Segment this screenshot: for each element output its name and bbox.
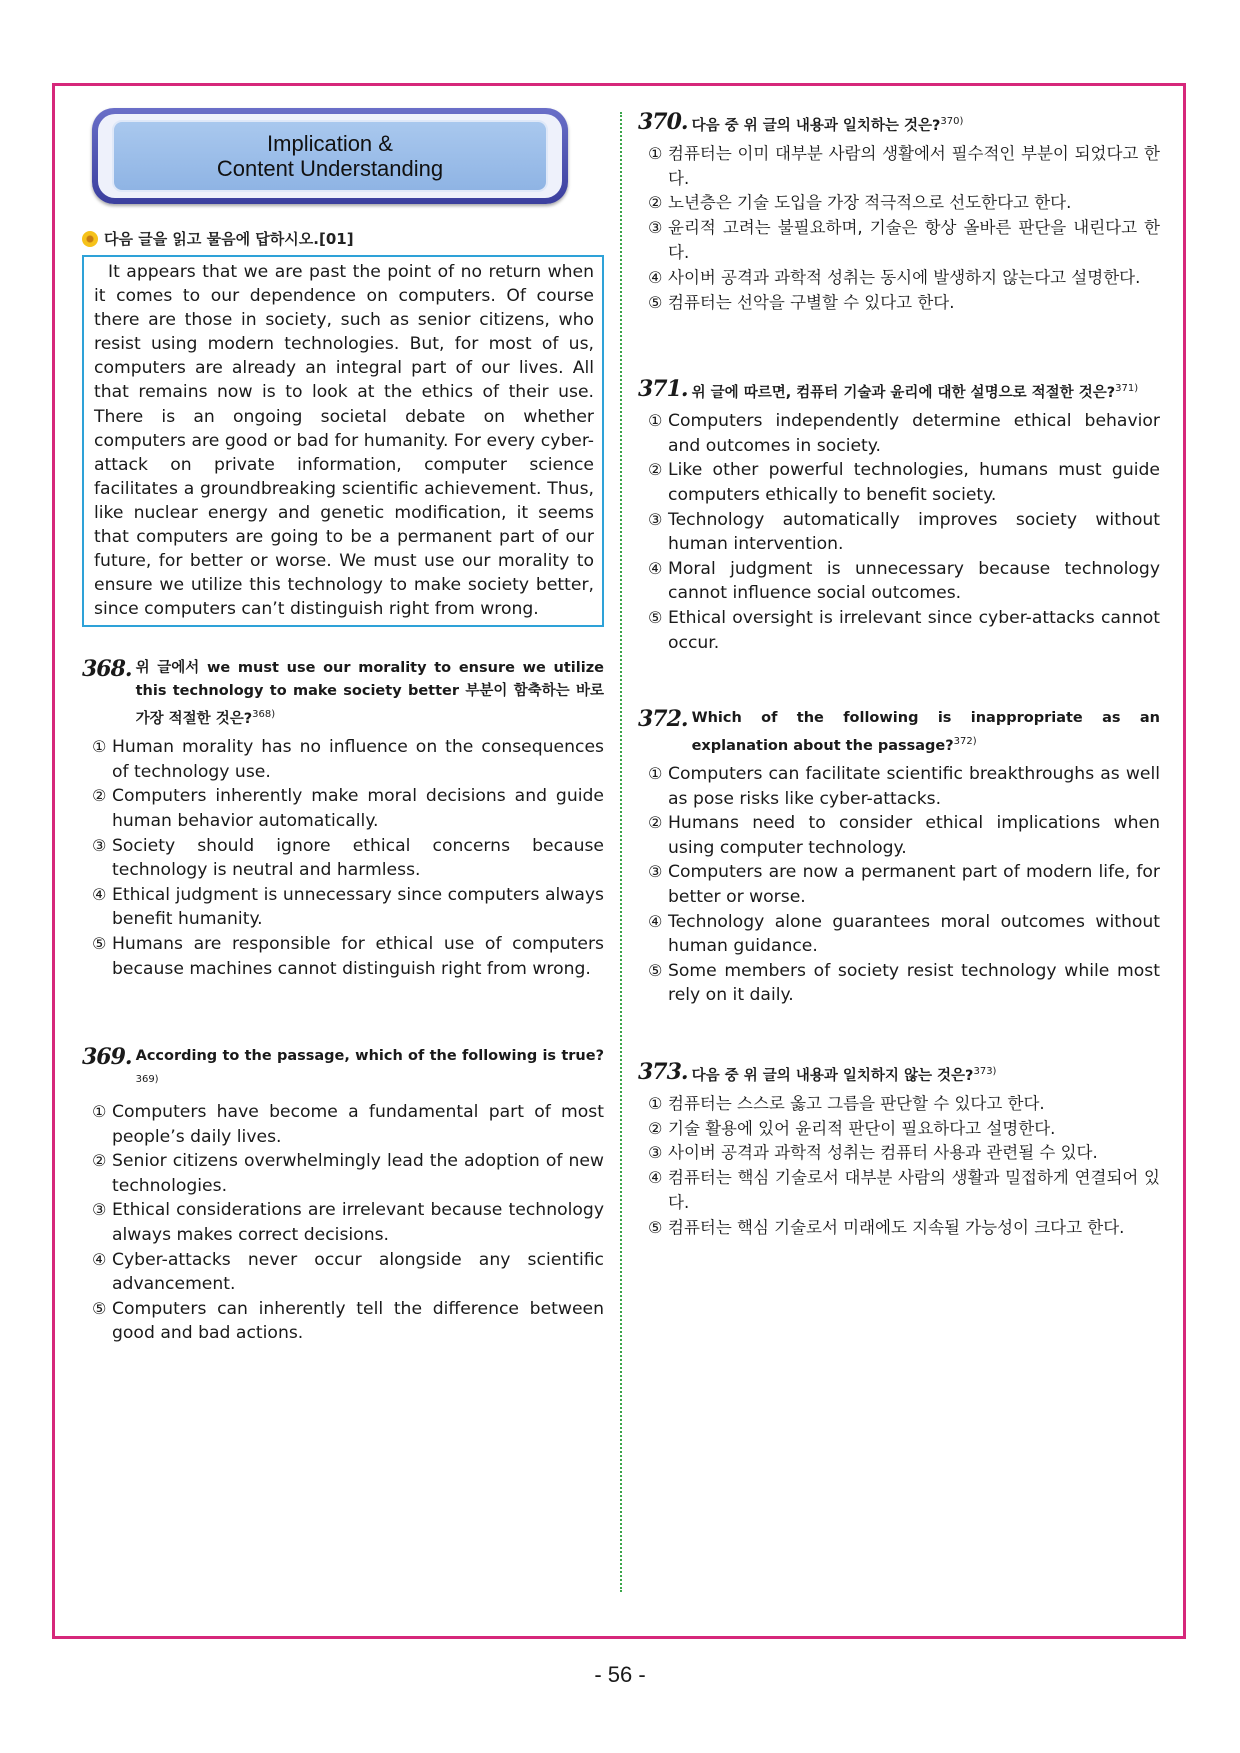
question-371 — [638, 377, 1160, 655]
option-text: Computers can facilitate scientific breakthroughs as well as pose risks like cyber-attacks. — [668, 764, 1160, 809]
answer-option-2 — [638, 1117, 1160, 1142]
answer-option-2 — [638, 191, 1160, 216]
answer-option-5 — [638, 291, 1160, 316]
reading-passage — [82, 255, 604, 627]
option-text: Ethical oversight is irrelevant since cyber-attacks cannot occur. — [668, 607, 1160, 653]
answer-option-1 — [638, 762, 1160, 811]
option-text: 노년층은 기술 도입을 가장 적극적으로 선도한다고 한다. — [668, 193, 1072, 213]
option-number: ③ — [648, 218, 663, 238]
answer-option-3 — [638, 216, 1160, 266]
option-number: ② — [648, 460, 663, 480]
option-text: 기술 활용에 있어 윤리적 판단이 필요하다고 설명한다. — [668, 1118, 1056, 1138]
question-stem: 위 글에서 we must use our morality to ensure we utilize this technology to make society better 부분이 함축하는 바로 가장 적절한 것은?$^{368)}$ — [135, 660, 604, 728]
option-number: ④ — [92, 1249, 107, 1269]
answer-option-3 — [82, 1198, 604, 1247]
answer-option-2 — [82, 1149, 604, 1198]
option-text: Humans are responsible for ethical use of computers because machines cannot distinguish right from wrong. — [112, 933, 604, 979]
option-number: ④ — [648, 558, 663, 578]
option-text: Some members of society resist technology while most rely on it daily. — [668, 960, 1160, 1006]
option-number: ③ — [92, 835, 107, 855]
section-title-line1: Implication & — [267, 131, 393, 156]
option-text: Senior citizens overwhelmingly lead the adoption of new technologies. — [112, 1151, 604, 1196]
option-text: Cyber-attacks never occur alongside any scientific advancement. — [112, 1249, 604, 1295]
answer-option-4 — [638, 266, 1160, 291]
question-373 — [638, 1060, 1160, 1241]
option-text: 컴퓨터는 이미 대부분 사람의 생활에서 필수적인 부분이 되었다고 한다. — [668, 143, 1160, 188]
question-stem: 위 글에 따르면, 컴퓨터 기술과 윤리에 대한 설명으로 적절한 것은?$^{371)}$ — [691, 383, 1139, 402]
footnote-marker: 372) — [953, 736, 977, 748]
option-number: ⑤ — [648, 1217, 663, 1237]
option-text: Ethical judgment is unnecessary since computers always benefit humanity. — [112, 884, 604, 930]
question-370 — [638, 110, 1160, 315]
option-number: ① — [92, 737, 107, 757]
answer-option-2 — [638, 811, 1160, 860]
answer-options — [638, 1092, 1160, 1241]
option-text: Computers have become a fundamental part of most people’s daily lives. — [112, 1102, 604, 1147]
option-text: Society should ignore ethical concerns because technology is neutral and harmless. — [112, 835, 604, 881]
question-number: 369. — [82, 1044, 132, 1071]
option-number: ① — [92, 1102, 107, 1121]
instruction — [82, 228, 604, 249]
answer-option-4 — [82, 883, 604, 932]
answer-option-4 — [638, 557, 1160, 606]
answer-option-5 — [638, 606, 1160, 655]
option-number: ① — [648, 764, 663, 783]
option-text: Computers are now a permanent part of modern life, for better or worse. — [668, 862, 1160, 907]
option-text: 윤리적 고려는 불필요하며, 기술은 항상 올바른 판단을 내린다고 한다. — [668, 218, 1160, 263]
answer-option-3 — [638, 1141, 1160, 1166]
option-text: Moral judgment is unnecessary because technology cannot influence social outcomes. — [668, 558, 1160, 604]
option-number: ① — [648, 1093, 663, 1113]
answer-option-5 — [638, 1216, 1160, 1241]
answer-option-5 — [82, 932, 604, 981]
option-number: ⑤ — [648, 607, 663, 627]
question-368 — [82, 657, 604, 981]
option-text: Technology automatically improves society without human intervention. — [668, 509, 1160, 555]
option-number: ③ — [648, 862, 663, 882]
passage-text: It appears that we are past the point of no return when it comes to our dependence on computers. Of course there are those in society, such as senior citizens, who resist using modern technologies. But, for most of us, computers are already an integral part of our lives. All that remains now is to look at the ethics of their use. There is an ongoing societal debate on whether computers are good or bad for humanity. For every cyber-attack on private information, computer science facilitates a groundbreaking scientific achievement. Thus, like nuclear energy and genetic modification, it seems that computers are going to be a permanent part of our future, for better or worse. We must use our morality to ensure we utilize this technology to make society better, since computers can’t distinguish right from wrong. — [94, 262, 594, 620]
option-number: ④ — [648, 1168, 663, 1188]
answer-option-1 — [638, 1092, 1160, 1117]
question-stem: 다음 중 위 글의 내용과 일치하지 않는 것은?$^{373)}$ — [691, 1065, 997, 1084]
answer-option-5 — [638, 959, 1160, 1008]
option-text: Computers can inherently tell the difference between good and bad actions. — [112, 1298, 604, 1344]
answer-option-4 — [638, 1166, 1160, 1216]
question-369 — [82, 1045, 604, 1346]
section-title — [112, 120, 548, 192]
answer-option-1 — [82, 735, 604, 784]
question-number: 370. — [638, 109, 688, 135]
option-text: 컴퓨터는 선악을 구별할 수 있다고 한다. — [668, 292, 955, 312]
option-number: ③ — [92, 1200, 107, 1220]
question-number: 372. — [638, 706, 688, 733]
answer-options — [638, 142, 1160, 316]
section-title-banner — [92, 108, 568, 204]
option-number: ② — [648, 813, 663, 833]
option-text: Human morality has no influence on the consequences of technology use. — [112, 737, 604, 782]
answer-option-4 — [638, 910, 1160, 959]
answer-option-3 — [638, 508, 1160, 557]
answer-option-5 — [82, 1297, 604, 1346]
answer-options — [82, 1100, 604, 1346]
option-text: 컴퓨터는 스스로 옳고 그름을 판단할 수 있다고 한다. — [668, 1093, 1045, 1113]
option-number: ① — [648, 143, 663, 163]
option-text: Computers independently determine ethical behavior and outcomes in society. — [668, 411, 1160, 456]
answer-options — [638, 762, 1160, 1008]
option-number: ① — [648, 411, 663, 431]
footnote-marker: 371) — [1115, 383, 1139, 395]
option-text: Computers inherently make moral decisions and guide human behavior automatically. — [112, 786, 604, 832]
answer-option-3 — [638, 860, 1160, 909]
option-number: ② — [92, 1151, 107, 1171]
question-stem: According to the passage, which of the following is true?$^{369)}$ — [135, 1048, 604, 1086]
footnote-marker: 368) — [252, 709, 276, 721]
question-number: 373. — [638, 1058, 688, 1085]
option-text: 사이버 공격과 과학적 성취는 동시에 발생하지 않는다고 설명한다. — [668, 267, 1141, 287]
option-number: ③ — [648, 509, 663, 529]
right-column — [638, 110, 1160, 1241]
option-number: ② — [648, 193, 663, 213]
flower-icon — [82, 231, 98, 247]
option-number: ③ — [648, 1143, 663, 1163]
footnote-marker: 373) — [973, 1065, 997, 1077]
footnote-marker: 370) — [940, 116, 964, 127]
option-number: ② — [648, 1118, 663, 1138]
answer-option-1 — [638, 409, 1160, 458]
option-number: ④ — [92, 884, 107, 904]
option-text: Technology alone guarantees moral outcomes without human guidance. — [668, 911, 1160, 957]
option-text: Ethical considerations are irrelevant because technology always makes correct decisions. — [112, 1200, 604, 1245]
question-372 — [638, 707, 1160, 1008]
instruction-text: 다음 글을 읽고 물음에 답하시오.[01] — [104, 230, 354, 248]
option-number: ④ — [648, 267, 663, 287]
column-divider — [620, 112, 622, 1592]
option-number: ⑤ — [648, 292, 663, 312]
left-column — [82, 108, 604, 1346]
answer-option-2 — [638, 458, 1160, 507]
answer-option-3 — [82, 834, 604, 883]
page-number: - 56 - — [594, 1662, 646, 1687]
question-number: 368. — [82, 656, 132, 683]
answer-option-2 — [82, 784, 604, 833]
option-text: Like other powerful technologies, humans must guide computers ethically to benefit society. — [668, 460, 1160, 506]
answer-options — [82, 735, 604, 981]
section-title-line2: Content Understanding — [216, 156, 444, 181]
option-text: Humans need to consider ethical implications when using computer technology. — [668, 813, 1160, 858]
question-stem: Which of the following is inappropriate as an explanation about the passage?$^{372)}$ — [691, 710, 1160, 754]
option-number: ② — [92, 786, 107, 806]
option-number: ⑤ — [648, 960, 663, 980]
option-text: 컴퓨터는 핵심 기술로서 대부분 사람의 생활과 밀접하게 연결되어 있다. — [668, 1168, 1160, 1212]
question-number: 371. — [638, 376, 688, 403]
footnote-marker: 369) — [135, 1074, 159, 1086]
answer-option-4 — [82, 1248, 604, 1297]
option-number: ⑤ — [92, 1298, 107, 1318]
option-number: ⑤ — [92, 933, 107, 953]
option-number: ④ — [648, 911, 663, 931]
answer-options — [638, 409, 1160, 655]
question-stem: 다음 중 위 글의 내용과 일치하는 것은?$^{370)}$ — [691, 116, 964, 134]
option-text: 컴퓨터는 핵심 기술로서 미래에도 지속될 가능성이 크다고 한다. — [668, 1217, 1125, 1237]
answer-option-1 — [82, 1100, 604, 1149]
answer-option-1 — [638, 142, 1160, 192]
option-text: 사이버 공격과 과학적 성취는 컴퓨터 사용과 관련될 수 있다. — [668, 1143, 1098, 1163]
